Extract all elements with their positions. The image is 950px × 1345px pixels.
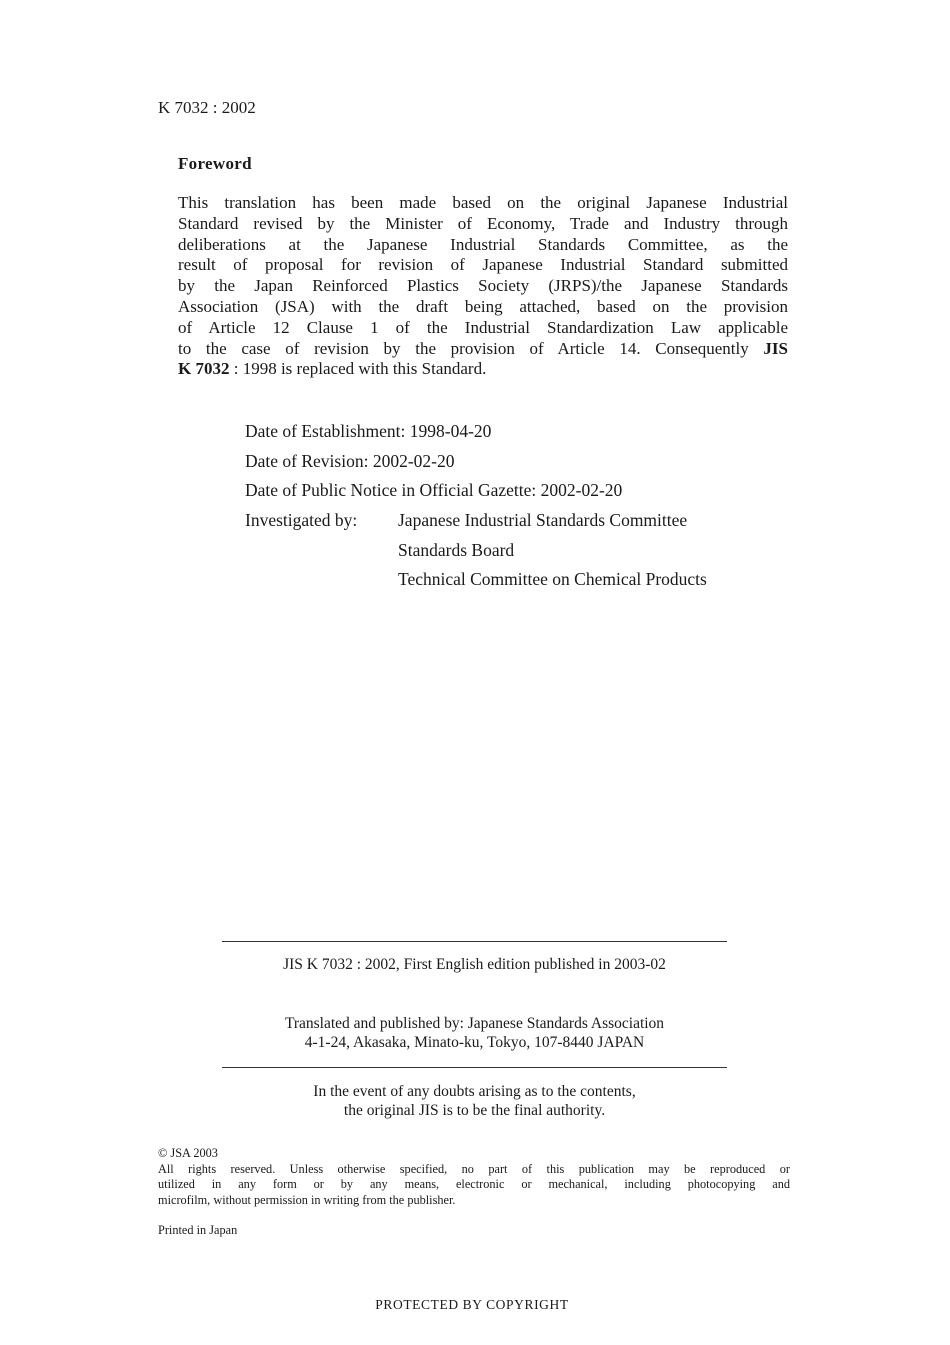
publisher-address: 4-1-24, Akasaka, Minato-ku, Tokyo, 107-8440 JAPAN — [304, 1034, 645, 1051]
foreword-line: deliberations at the Japanese Industrial Standards Committee, as the — [178, 234, 788, 254]
investigator-item: Standards Board — [398, 540, 515, 560]
copyright-block — [158, 1146, 790, 1208]
foreword-line-text: : 1998 is replaced with this Standard. — [229, 359, 487, 379]
rights-text — [158, 1162, 790, 1209]
jis-reference-bold: JIS — [763, 338, 788, 358]
date-of-establishment: Date of Establishment: 1998-04-20 — [245, 421, 492, 441]
foreword-line: by the Japan Reinforced Plastics Society (JRPS)/the Japanese Standards — [178, 276, 788, 296]
foreword-line-text: to the case of revision by the provision of Article 14. Consequently — [178, 338, 764, 358]
investigated-by-label: Investigated by: — [245, 510, 358, 530]
standard-reference-bold: K 7032 — [178, 359, 230, 379]
printed-in: Printed in Japan — [158, 1223, 238, 1237]
date-of-revision: Date of Revision: 2002-02-20 — [245, 451, 455, 471]
protected-by-copyright-footer: PROTECTED BY COPYRIGHT — [375, 1297, 569, 1312]
foreword-line: Standard revised by the Minister of Economy, Trade and Industry through — [178, 213, 788, 233]
investigator-item: Technical Committee on Chemical Products — [398, 569, 707, 589]
authority-line: the original JIS is to be the final authority. — [343, 1102, 606, 1119]
foreword-title: Foreword — [178, 154, 252, 173]
investigator-item: Japanese Industrial Standards Committee — [398, 510, 688, 530]
foreword-line: Association (JSA) with the draft being attached, based on the provision — [178, 296, 788, 316]
divider-top — [222, 941, 727, 942]
standard-number-header: K 7032 : 2002 — [158, 98, 256, 117]
foreword-line: of Article 12 Clause 1 of the Industrial Standardization Law applicable — [178, 317, 788, 337]
foreword-body — [178, 193, 788, 380]
foreword-line: result of proposal for revision of Japanese Industrial Standard submitted — [178, 255, 788, 275]
rights-line: utilized in any form or by any means, electronic or mechanical, including photocopying and — [158, 1177, 790, 1191]
foreword-line — [178, 339, 788, 360]
foreword-line — [178, 359, 788, 380]
rights-line: All rights reserved. Unless otherwise specified, no part of this publication may be reproduced or — [158, 1161, 790, 1176]
copyright-notice: © JSA 2003 — [158, 1146, 218, 1160]
rights-line: microfilm, without permission in writing from the publisher. — [158, 1192, 456, 1207]
edition-line: JIS K 7032 : 2002, First English edition published in 2003-02 — [283, 956, 666, 973]
divider-bottom — [222, 1067, 727, 1068]
foreword-line: This translation has been made based on the original Japanese Industrial — [178, 193, 788, 212]
translated-by-line: Translated and published by: Japanese Standards Association — [284, 1015, 665, 1032]
date-of-public-notice: Date of Public Notice in Official Gazette: 2002-02-20 — [245, 480, 623, 500]
authority-line: In the event of any doubts arising as to the contents, — [313, 1083, 636, 1100]
